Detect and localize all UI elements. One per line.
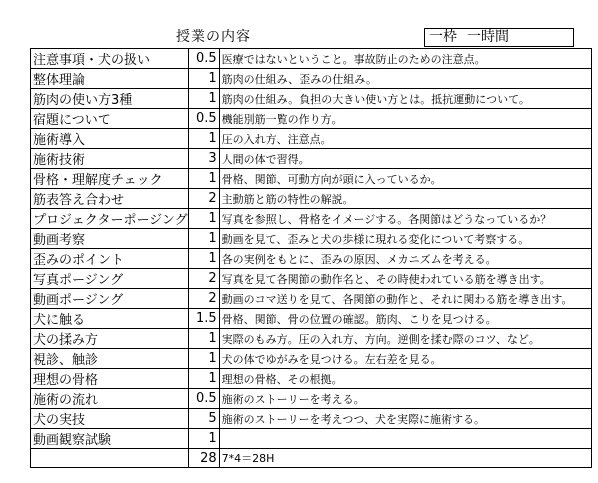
table-row [31,169,592,189]
table-row [31,189,592,209]
description-cell: 施術のストーリーを考えつつ、犬を実際に施術する。 [219,409,591,429]
item-cell: 筋表答え合わせ [31,189,189,209]
hours-cell: 2 [188,189,219,209]
description-cell: 動画を見て、歪みと犬の歩様に現れる変化について考察する。 [219,229,591,249]
table-row [31,149,592,169]
description-cell [219,429,591,449]
item-cell: 動画ポージング [31,289,189,309]
total-row [31,449,592,468]
item-cell: 犬の実技 [31,409,189,429]
description-cell: 動画のコマ送りを見て、各関節の動作と、それに関わる筋を導き出す。 [219,289,591,309]
table-row [31,369,592,389]
table-row [31,49,592,69]
table-row [31,69,592,89]
table-row [31,329,592,349]
table-row [31,429,592,449]
hours-cell: 1 [188,329,219,349]
total-hours-cell: 28 [188,449,219,468]
table-row [31,89,592,109]
item-cell: 犬に触る [31,309,189,329]
item-cell: 歪みのポイント [31,249,189,269]
item-cell: 骨格・理解度チェック [31,169,189,189]
unit-box [424,28,574,47]
hours-cell: 2 [188,269,219,289]
description-cell: 筋肉の仕組み。負担の大きい使い方とは。抵抗運動について。 [219,89,591,109]
description-cell: 医療ではないということ。事故防止のための注意点。 [219,49,591,69]
hours-cell: 0.5 [188,389,219,409]
description-cell: 写真を参照し、骨格をイメージする。各関節はどうなっているか？ [219,209,591,229]
sheet-title: 授業の内容 [176,29,251,45]
item-cell: 写真ポージング [31,269,189,289]
table-row [31,269,592,289]
item-cell: 施術導入 [31,129,189,149]
hours-cell: 1 [188,129,219,149]
description-cell: 骨格、関節、可動方向が頭に入っているか。 [219,169,591,189]
table-row [31,129,592,149]
hours-cell: 0.5 [188,49,219,69]
table-row [31,309,592,329]
table-row [31,349,592,369]
description-cell: 筋肉の仕組み、歪みの仕組み。 [219,69,591,89]
table-row [31,229,592,249]
description-cell: 施術のストーリーを考える。 [219,389,591,409]
item-cell: 筋肉の使い方3種 [31,89,189,109]
item-cell: 動画考察 [31,229,189,249]
hours-cell: 1 [188,229,219,249]
hours-cell: 1.5 [188,309,219,329]
table-row [31,249,592,269]
table-row [31,209,592,229]
table-row [31,389,592,409]
item-cell: 視診、触診 [31,349,189,369]
item-cell: 整体理論 [31,69,189,89]
hours-cell: 1 [188,209,219,229]
description-cell: 各の実例をもとに、歪みの原因、メカニズムを考える。 [219,249,591,269]
description-cell: 骨格、関節、骨の位置の確認。筋肉、こりを見つける。 [219,309,591,329]
item-cell: 宿題について [31,109,189,129]
hours-cell: 3 [188,149,219,169]
item-cell: 注意事項・犬の扱い [31,49,189,69]
item-cell: 施術の流れ [31,389,189,409]
unit-label: 一枠 [429,29,457,45]
hours-cell: 1 [188,69,219,89]
hours-cell: 2 [188,289,219,309]
description-cell: 人間の体で習得。 [219,149,591,169]
unit-value: 一時間 [467,29,509,45]
hours-cell: 1 [188,349,219,369]
lessons-table [30,48,592,468]
item-cell: 動画観察試験 [31,429,189,449]
item-cell: 犬の揉み方 [31,329,189,349]
hours-cell: 1 [188,169,219,189]
description-cell: 主動筋と筋の特性の解説。 [219,189,591,209]
item-cell: プロジェクターポージング [31,209,189,229]
hours-cell: 1 [188,369,219,389]
description-cell: 機能別筋一覧の作り方。 [219,109,591,129]
total-item-cell [31,449,189,468]
table-row [31,109,592,129]
hours-cell: 0.5 [188,109,219,129]
total-note-cell: 7*4＝28H [219,449,591,468]
description-cell: 写真を見て各関節の動作名と、その時使われている筋を導き出す。 [219,269,591,289]
item-cell: 施術技術 [31,149,189,169]
description-cell: 理想の骨格、その根拠。 [219,369,591,389]
hours-cell: 1 [188,89,219,109]
hours-cell: 5 [188,409,219,429]
item-cell: 理想の骨格 [31,369,189,389]
hours-cell: 1 [188,429,219,449]
table-row [31,289,592,309]
hours-cell: 1 [188,249,219,269]
description-cell: 犬の体でゆがみを見つける。左右差を見る。 [219,349,591,369]
lessons-body [31,49,592,468]
description-cell: 実際のもみ方。圧の入れ方、方向。逆側を揉む際のコツ、など。 [219,329,591,349]
description-cell: 圧の入れ方、注意点。 [219,129,591,149]
table-row [31,409,592,429]
